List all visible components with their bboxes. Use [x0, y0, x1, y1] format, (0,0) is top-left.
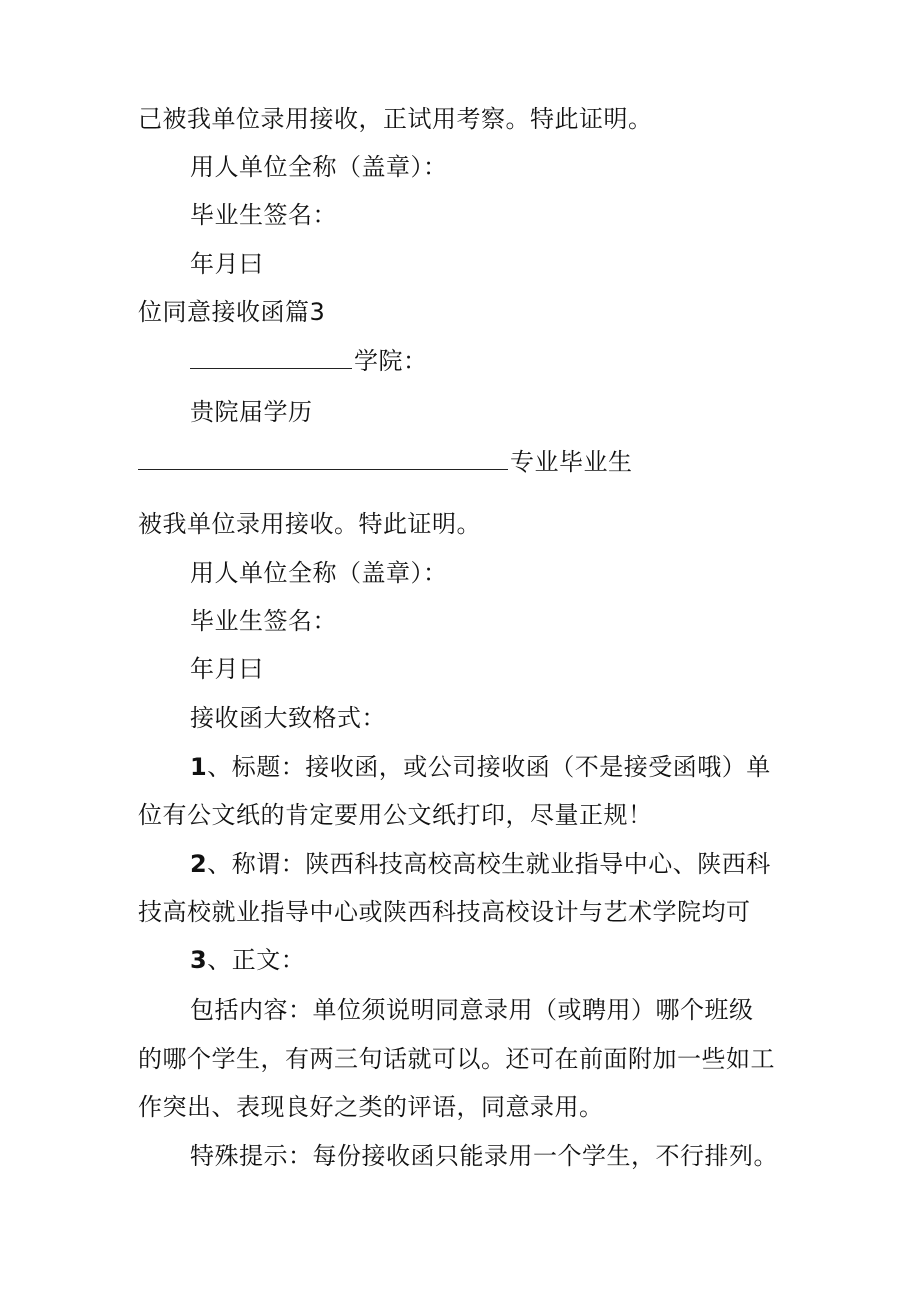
list-item — [190, 945, 305, 975]
fill-in-blank — [138, 447, 508, 470]
text-line: 贵院届学历 — [190, 398, 313, 426]
text-line: 年月曰 — [190, 250, 264, 278]
text-line: 的哪个学生，有两三句话就可以。还可在前面附加一些如工 — [138, 1045, 775, 1073]
text-line-with-blank — [190, 346, 428, 376]
text-line: 接收函大致格式： — [190, 704, 386, 732]
list-number: 1 — [190, 753, 208, 781]
list-number: 3 — [190, 946, 208, 974]
text-line-with-blank — [138, 447, 633, 477]
list-item — [190, 849, 771, 879]
text-line: 特殊提示：每份接收函只能录用一个学生，不行排列。 — [190, 1142, 778, 1170]
text-line: 技高校就业指导中心或陕西科技高校设计与艺术学院均可 — [138, 898, 751, 926]
text-line: 用人单位全称（盖章）： — [190, 559, 448, 587]
text-line: 己被我单位录用接收，正试用考察。特此证明。 — [138, 105, 653, 133]
text-line: 被我单位录用接收。特此证明。 — [138, 510, 481, 538]
section-heading: 位同意接收函篇3 — [138, 298, 326, 326]
text-segment: 专业毕业生 — [510, 448, 633, 476]
text-line: 毕业生签名： — [190, 201, 337, 229]
fill-in-blank — [190, 346, 352, 369]
text-segment: 学院： — [354, 347, 428, 375]
text-line: 年月曰 — [190, 655, 264, 683]
list-number: 2 — [190, 850, 208, 878]
list-text: 、正文： — [207, 946, 306, 974]
list-text: 、标题：接收函，或公司接收函（不是接受函哦）单 — [207, 753, 771, 781]
text-line: 毕业生签名： — [190, 607, 337, 635]
list-item — [190, 752, 771, 782]
list-text: 、称谓：陕西科技高校高校生就业指导中心、陕西科 — [207, 850, 771, 878]
text-line: 包括内容：单位须说明同意录用（或聘用）哪个班级 — [190, 996, 754, 1024]
text-line: 作突出、表现良好之类的评语，同意录用。 — [138, 1093, 604, 1121]
text-line: 用人单位全称（盖章）： — [190, 153, 448, 181]
text-line: 位有公文纸的肯定要用公文纸打印，尽量正规！ — [138, 801, 653, 829]
